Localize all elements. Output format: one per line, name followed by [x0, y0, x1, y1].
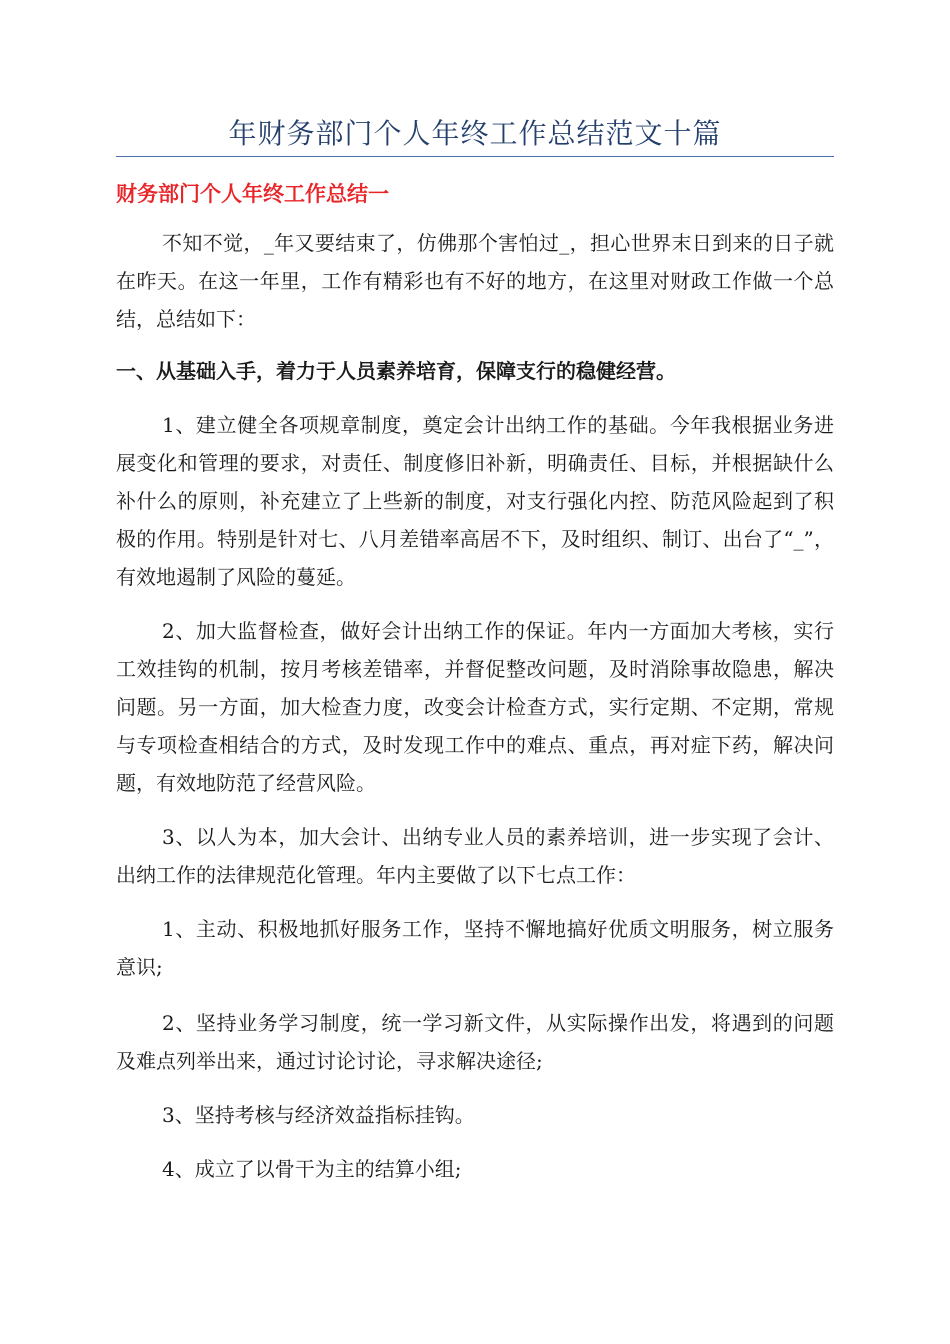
- item-paragraph-1: 1、建立健全各项规章制度，奠定会计出纳工作的基础。今年我根据业务进展变化和管理的要求，对责任、制度修旧补新，明确责任、目标，并根据缺什么补什么的原则，补充建立了上些新的制度，对支行强化内控、防范风险起到了积极的作用。特别是针对七、八月差错率高居不下，及时组织、制订、出台了“_”，有效地遏制了风险的蔓延。: [116, 413, 834, 589]
- list-item-1: 1、主动、积极地抓好服务工作，坚持不懈地搞好优质文明服务，树立服务意识;: [116, 917, 834, 979]
- list-item-4: 4、成立了以骨干为主的结算小组;: [162, 1157, 462, 1181]
- item-paragraph-2: 2、加大监督检查，做好会计出纳工作的保证。年内一方面加大考核，实行工效挂钩的机制，按月考核差错率，并督促整改问题，及时消除事故隐患，解决问题。另一方面，加大检查力度，改变会计检查方式，实行定期、不定期，常规与专项检查相结合的方式，及时发现工作中的难点、重点，再对症下药，解决问题，有效地防范了经营风险。: [116, 619, 834, 795]
- item-paragraph-3: 3、以人为本，加大会计、出纳专业人员的素养培训，进一步实现了会计、出纳工作的法律规范化管理。年内主要做了以下七点工作：: [116, 825, 834, 887]
- list-item-3: 3、坚持考核与经济效益指标挂钩。: [162, 1103, 475, 1127]
- title-underline: [116, 156, 834, 157]
- list-item-2: 2、坚持业务学习制度，统一学习新文件，从实际操作出发，将遇到的问题及难点列举出来，通过讨论讨论，寻求解决途径;: [116, 1011, 834, 1073]
- intro-paragraph: 不知不觉，_年又要结束了，仿佛那个害怕过_，担心世界末日到来的日子就在昨天。在这一年里，工作有精彩也有不好的地方，在这里对财政工作做一个总结，总结如下：: [116, 231, 834, 331]
- document-title: 年财务部门个人年终工作总结范文十篇: [228, 117, 722, 150]
- subheading-one: 一、从基础入手，着力于人员素养培育，保障支行的稳健经营。: [116, 359, 676, 383]
- section-heading: 财务部门个人年终工作总结一: [116, 182, 389, 206]
